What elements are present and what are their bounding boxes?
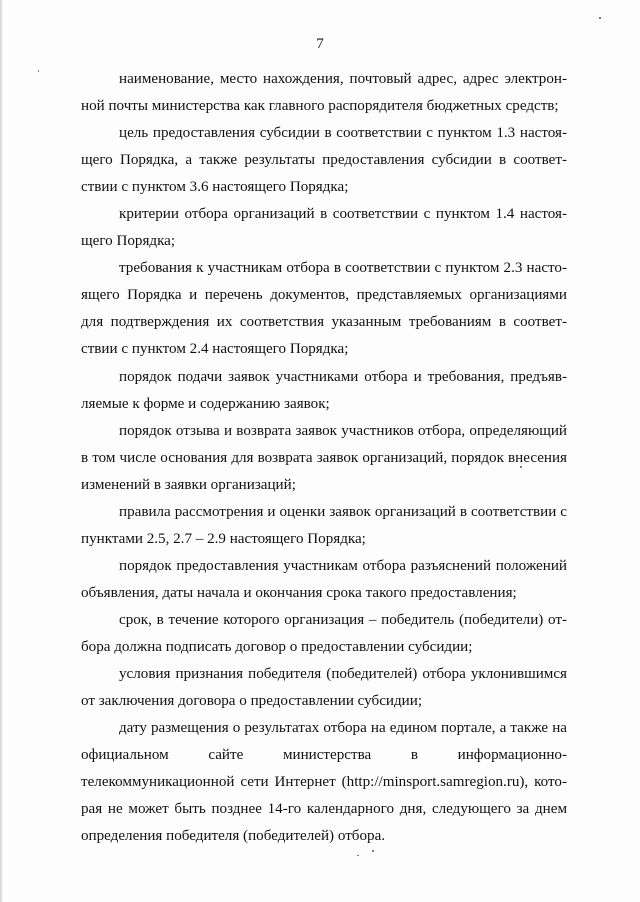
paragraph xyxy=(81,661,567,715)
paragraph-line: ной почты министерства как главного распорядителя бюджетных средств; xyxy=(81,98,559,115)
paragraph xyxy=(81,607,567,661)
paragraph-line: бора должна подписать договор о предоставлении субсидии; xyxy=(81,638,473,655)
paragraph-line: порядок предоставления участникам отбора разъяснений положений xyxy=(119,557,567,574)
paragraph-line: официальном сайте министерства в информационно- xyxy=(81,747,567,764)
paragraph xyxy=(81,255,567,363)
paragraph xyxy=(81,499,567,553)
paragraph-line: ляемые к форме и содержанию заявок; xyxy=(81,395,330,412)
scan-edge-shadow xyxy=(0,0,3,902)
scan-speck xyxy=(599,17,601,19)
paragraph-line: пунктами 2.5, 2.7 – 2.9 настоящего Порядка; xyxy=(81,530,366,547)
paragraph-line: от заключения договора о предоставлении субсидии; xyxy=(81,693,423,710)
paragraph xyxy=(81,715,567,850)
paragraph-line: срок, в течение которого организация – победитель (победители) от- xyxy=(119,611,567,628)
paragraph xyxy=(81,553,567,607)
paragraph xyxy=(81,364,567,418)
paragraph xyxy=(81,201,567,255)
paragraph-line: телекоммуникационной сети Интернет (http://minsport.samregion.ru), кото- xyxy=(81,774,567,791)
scan-speck xyxy=(357,855,359,856)
page-number: 7 xyxy=(316,36,324,52)
paragraph-line: ящего Порядка и перечень документов, представляемых организациями xyxy=(81,287,567,304)
paragraph-line: щего Порядка; xyxy=(81,233,176,250)
paragraph-line: ствии с пунктом 2.4 настоящего Порядка; xyxy=(81,341,349,358)
paragraph-line: щего Порядка, а также результаты предоставления субсидии в соответ- xyxy=(81,152,567,169)
paragraph-line: для подтверждения их соответствия указанным требованиям в соответ- xyxy=(81,314,567,331)
paragraph xyxy=(81,66,567,120)
scan-speck xyxy=(372,850,374,852)
scan-speck xyxy=(38,70,39,72)
paragraph-line: требования к участникам отбора в соответствии с пунктом 2.3 насто- xyxy=(119,260,567,277)
paragraph-line: цель предоставления субсидии в соответствии с пунктом 1.3 настоя- xyxy=(119,125,567,142)
paragraph-line: условия признания победителя (победителей) отбора уклонившимся xyxy=(119,666,567,683)
paragraph-line: порядок отзыва и возврата заявок участников отбора, определяющий xyxy=(119,422,567,439)
paragraph-line: изменений в заявки организаций; xyxy=(81,476,296,493)
paragraph-line: объявления, даты начала и окончания срока такого предоставления; xyxy=(81,584,517,601)
paragraph-line: критерии отбора организаций в соответствии с пунктом 1.4 настоя- xyxy=(119,206,567,223)
paragraph-line: порядок подачи заявок участниками отбора и требования, предъяв- xyxy=(119,368,567,385)
paragraph-line: ствии с пунктом 3.6 настоящего Порядка; xyxy=(81,179,349,196)
document-body xyxy=(81,66,567,850)
paragraph xyxy=(81,120,567,201)
paragraph-line: правила рассмотрения и оценки заявок организаций в соответствии с xyxy=(119,503,567,520)
paragraph-line: дату размещения о результатах отбора на едином портале, а также на xyxy=(119,720,567,737)
paragraph-line: в том числе основания для возврата заявок организаций, порядок внесения xyxy=(81,449,567,466)
scan-speck xyxy=(520,466,522,468)
paragraph-line: рая не может быть позднее 14-го календарного дня, следующего за днем xyxy=(81,801,567,818)
paragraph-line: определения победителя (победителей) отбора. xyxy=(81,828,386,845)
paragraph xyxy=(81,418,567,499)
paragraph-line: наименование, место нахождения, почтовый адрес, адрес электрон- xyxy=(119,71,567,87)
